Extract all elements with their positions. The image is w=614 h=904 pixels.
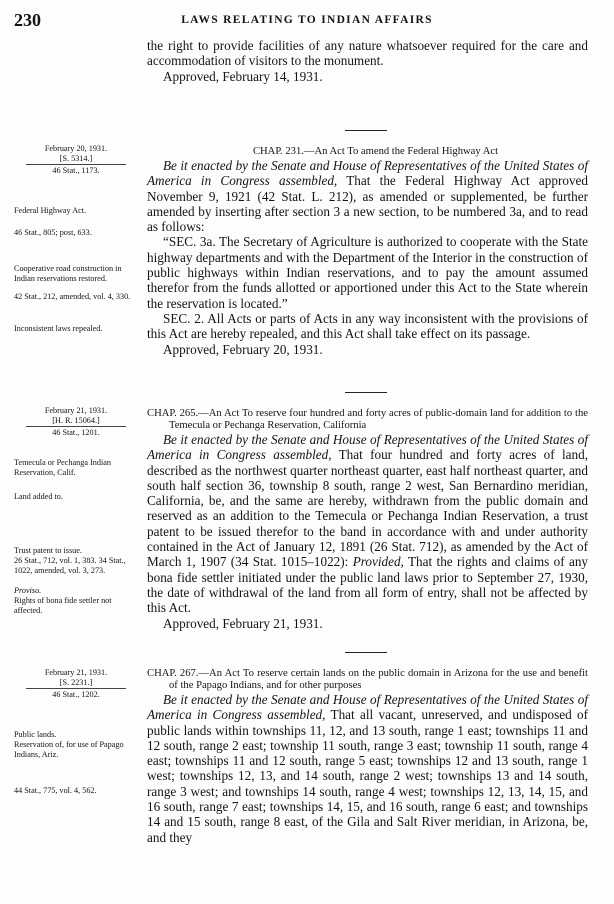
margin-note: Cooperative road construction in Indian reservations restored. xyxy=(14,264,122,283)
enacting-clause: Be it enacted by the Senate and House of Representatives of the United States of America in Congress assembled, xyxy=(147,158,588,189)
act-chap-265 xyxy=(147,408,588,631)
intro-text xyxy=(147,38,588,84)
margin-note: Public lands. xyxy=(14,730,57,739)
body-text: That the Federal Highway Act approved November 9, 1921 (42 Stat. L. 212), as amended or supplemented, be further amended by inserting after section 3 a new section, to be numbered 3a, and to read as follows: xyxy=(147,173,589,235)
margin-note: Federal Highway Act. xyxy=(14,206,87,215)
approved-line: Approved, February 21, 1931. xyxy=(163,615,323,631)
margin-stat: 46 Stat., 1173. xyxy=(26,164,126,176)
margin-stat: 46 Stat., 1201. xyxy=(26,426,126,438)
margin-note: Rights of bona fide settler not affected. xyxy=(14,596,112,615)
page-number: 230 xyxy=(14,10,41,30)
intro-approved: Approved, February 14, 1931. xyxy=(163,68,323,84)
enacting-paragraph xyxy=(147,432,588,616)
margin-note: Land added to. xyxy=(14,492,63,501)
margin-note: 46 Stat., 805; post, 633. xyxy=(14,228,92,237)
intro-paragraph: the right to provide facilities of any nature whatsoever required for the care and accommodation of visitors to the monument. xyxy=(147,38,588,69)
section-divider xyxy=(345,130,387,131)
enacting-clause: Be it enacted by the Senate and House of Representatives of the United States of America in Congress assembled, xyxy=(147,692,588,723)
body-text: That four hundred and forty acres of land, described as the northwest quarter northeast quarter, east half northeast quarter, and south half section 36, township 8 south, range 2 west, San Bernardino meridian, California, be, and the same are hereby, withdrawn from the public domain and reserved as an addition to the Temecula or Pechanga Indian Reservation, a trust patent to be issued therefor to the band in accordance with and under authority contained in the Act of January 12, 1891 (26 Stat. 712), as amended by the Act of March 1, 1907 (34 Stat. 1015–1022): xyxy=(147,447,588,570)
running-title: LAWS RELATING TO INDIAN AFFAIRS xyxy=(181,14,433,26)
section-divider xyxy=(345,392,387,393)
margin-note: 42 Stat., 212, amended, vol. 4, 330. xyxy=(14,292,131,301)
enacting-clause: Be it enacted by the Senate and House of Representatives of the United States of America in Congress assembled, xyxy=(147,432,588,463)
margin-note: Inconsistent laws repealed. xyxy=(14,324,103,333)
body-text: That the rights and claims of any bona fide settler initiated under the public land laws prior to September 27, 1930, the date of withdrawal of the land from all form of entry, shall not be affected by this Act. xyxy=(147,554,589,616)
margin-note: Temecula or Pechanga Indian Reservation, Calif. xyxy=(14,458,111,477)
margin-bill: [S. 2231.] xyxy=(59,677,93,687)
margin-bill: [H. R. 15064.] xyxy=(52,415,100,425)
section-divider xyxy=(345,652,387,653)
margin-stat: 46 Stat., 1202. xyxy=(26,688,126,700)
enacting-paragraph xyxy=(147,158,588,234)
enacting-paragraph xyxy=(147,692,588,845)
page-header xyxy=(14,10,600,34)
margin-note: 44 Stat., 775, vol. 4, 562. xyxy=(14,786,97,795)
body-paragraph: “SEC. 3a. The Secretary of Agriculture is authorized to cooperate with the State highway departments and with the Department of the Interior in the construction of public highways within Indian reservations, and to pay the amount assumed therefor from the funds allotted or apportioned under this Act to the State wherein the reservation is located.” xyxy=(147,234,588,311)
body-text: That all vacant, unreserved, and undisposed of public lands within townships 11, 12, and 13 south, range 1 east; townships 11 and 12 south, range 2 east; township 11 south, range 3 east; township 11 south, range 4 east; townships 11 and 12 south, range 5 east; townships 12 and 13 south, range 1 west; townships 12, 13, and 14 south, range 2 west; townships 13 and 14 south, range 3 west; and townships 14 south, range 4 west; townships 12, 13, 14, 15, and 16 south, range 7 east; townships 14, 15, and 16 south, range 6 east; and townships 14 and 15 south, range 8 east, of the Gila and Salt River meridian, in Arizona, be, and they xyxy=(147,707,588,845)
act-chap-267 xyxy=(147,668,588,845)
margin-date: February 20, 1931. xyxy=(44,144,108,153)
body-paragraph: SEC. 2. All Acts or parts of Acts in any way inconsistent with the provisions of this Act are hereby repealed, and this Act shall take effect on its passage. xyxy=(147,310,588,342)
proviso: Provided, xyxy=(352,554,404,570)
margin-date: February 21, 1931. xyxy=(44,668,108,677)
chapter-heading-text: CHAP. 265.—An Act To reserve four hundred and forty acres of public-domain land for addition to the Temecula or Pechanga Reservation, California xyxy=(147,408,588,431)
chapter-heading xyxy=(147,408,588,432)
margin-bill: [S. 5314.] xyxy=(59,153,93,163)
approved-line: Approved, February 20, 1931. xyxy=(163,341,323,357)
act-chap-231 xyxy=(147,146,588,357)
margin-note: Reservation of, for use of Papago Indians, Ariz. xyxy=(14,740,124,759)
margin-date: February 21, 1931. xyxy=(44,406,108,415)
margin-note: Trust patent to issue. xyxy=(14,546,82,555)
margin-note: 26 Stat., 712, vol. 1, 383. 34 Stat., 1022, amended, vol. 3, 273. xyxy=(14,556,126,575)
margin-note: Proviso. xyxy=(14,586,42,595)
chapter-heading-text: CHAP. 267.—An Act To reserve certain lands on the public domain in Arizona for the use and benefit of the Papago Indians, and for other purposes xyxy=(147,668,588,691)
chapter-heading: CHAP. 231.—An Act To amend the Federal Highway Act xyxy=(252,146,499,157)
chapter-heading xyxy=(147,668,588,692)
